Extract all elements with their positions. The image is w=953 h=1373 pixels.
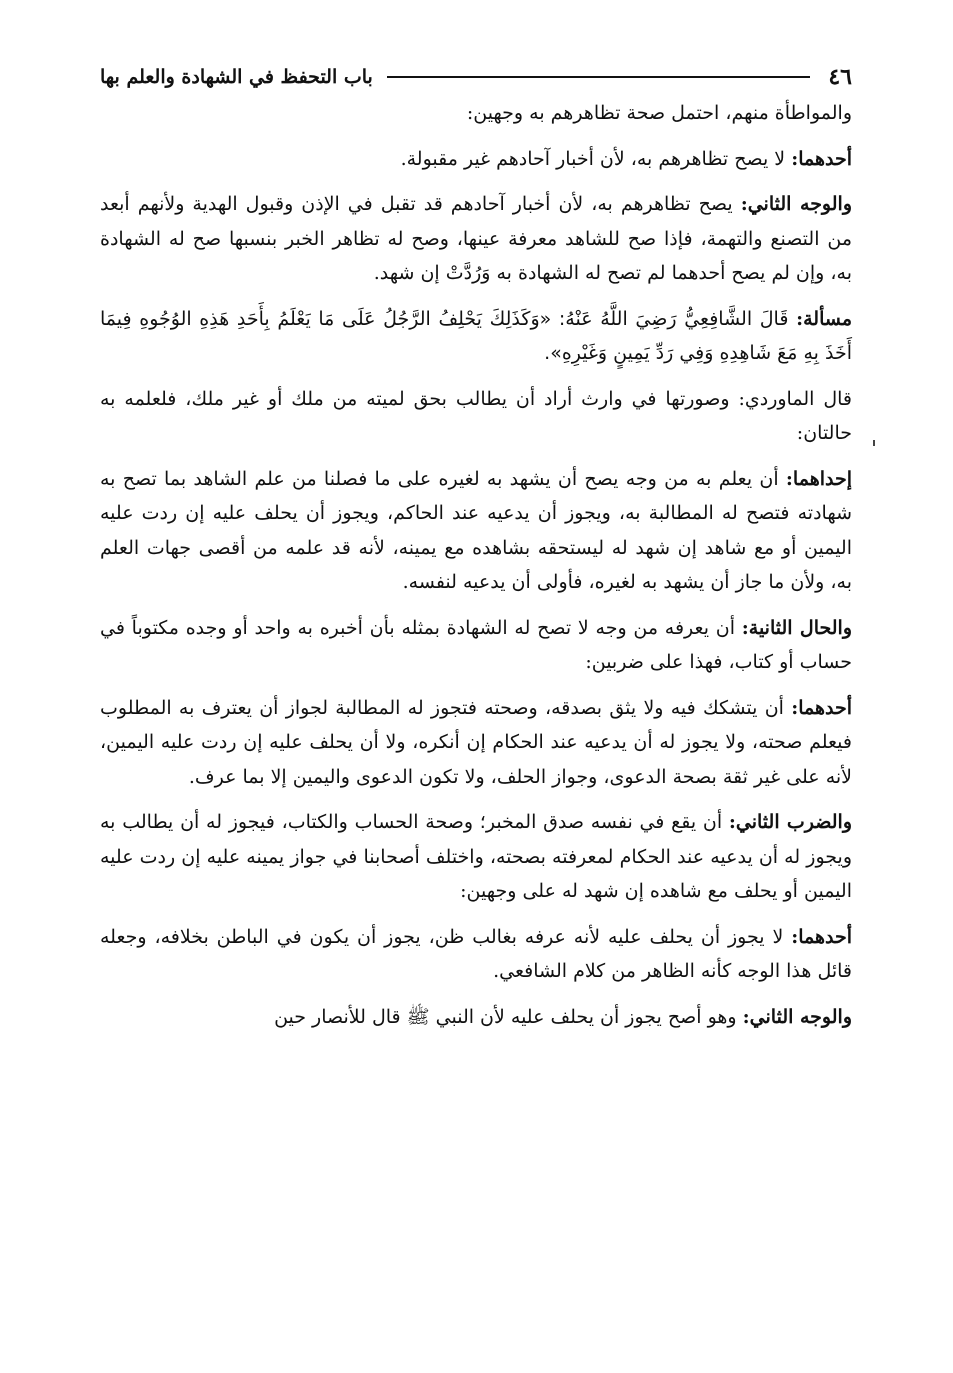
- paragraph: [100, 1000, 852, 1035]
- paragraph-text: [788, 308, 796, 330]
- paragraph-text: أن يعلم به من وجه يصح أن يشهد به لغيره على ما فصلنا من علم الشاهد بما تصح به شهادته فتصح له المطالبة به، ويجوز أن يدعيه عند الحاكم، ويجوز أن يحلف عليه إن ردت عليه اليمين أو مع شاهد إن شهد له ليستحقه بشاهده مع يمينه، لأنه قد علمه من أقصى جهات العلم به، ولأن ما جاز أن يشهد به لغيره، فأولى أن يدعيه لنفسه.: [100, 467, 852, 593]
- paragraph-lead: والوجه الثاني:: [742, 1005, 852, 1028]
- paragraph-text: لا يصح تظاهرهم به، لأن أخبار آحادهم غير مقبولة.: [400, 147, 792, 170]
- paragraph: [100, 691, 852, 795]
- paragraph-text: أن يعرفه من وجه لا تصح له الشهادة بمثله بأن أخبره به واحد أو وجده مكتوباً في حساب أو كتاب، فهذا على ضربين:: [100, 616, 852, 673]
- paragraph-text: وهو أصح يجوز أن يحلف عليه لأن النبي ﷺ قال للأنصار حين: [274, 1005, 743, 1028]
- paragraph: [100, 611, 852, 680]
- paragraph-text: أن يتشكك فيه ولا يثق بصدقه، وصحته فتجوز له المطالبة لجواز أن يعترف به المطلوب فيعلم صحته، ولا يجوز له أن يدعيه عند الحكام إن أنكره، ولا أن يحلف عليه إن ردت عليه اليمين، لأنه على غير ثقة بصحة الدعوى، وجواز الحلف، ولا تكون الدعوى واليمين إلا بما عرف.: [100, 696, 852, 788]
- paragraph: [100, 96, 852, 131]
- paragraph-text: أن يقع في نفسه صدق المخبر؛ وصحة الحساب والكتاب، فيجوز له أن يطالب به ويجوز له أن يدعيه عند الحكام لمعرفته بصحته، واختلف أصحابنا في جواز يمينه عليه إن ردت عليه اليمين أو يحلف مع شاهده إن شهد له على وجهين:: [100, 811, 852, 902]
- paragraph-lead: أحدهما:: [791, 925, 852, 948]
- paragraph-text: لا يجوز أن يحلف عليه لأنه عرفه بغالب ظن، يجوز أن يكون في الباطن بخلافه، وجعله قائل هذا الوجه كأنه الظاهر من كلام الشافعي.: [100, 925, 852, 982]
- running-title: باب التحفظ في الشهادة والعلم بها: [100, 66, 373, 88]
- page-header: [100, 62, 852, 92]
- paragraph-lead: والحال الثانية:: [741, 616, 852, 639]
- header-rule: [387, 76, 811, 78]
- paragraph-text: يصح تظاهرهم به، لأن أخبار آحادهم قد تقبل في الإذن وقبول الهدية ولأنهم أبعد من التصنع والتهمة، فإذا صح للشاهد معرفة عينها، وصح له تظاهر الخبر بنسبها صح له الشهادة به، وإن لم يصح أحدهما لم تصح له الشهادة به وَرُدَّتْ إن شهد.: [100, 193, 852, 284]
- paragraph-lead: أحدهما:: [791, 147, 852, 170]
- paragraph: [100, 920, 852, 989]
- paragraph: [100, 462, 852, 600]
- paragraph-lead: مسألة:: [796, 307, 852, 330]
- paragraph-text: والمواطأة منهم، احتمل صحة تظاهرهم به وجهين:: [466, 102, 852, 124]
- paragraph-lead: والضرب الثاني:: [728, 811, 853, 833]
- paragraph: [100, 187, 852, 291]
- paragraph-text: قال الماوردي: وصورتها في وارث أراد أن يطالب بحق لميته من ملك أو غير ملك، فلعلمه به حالتان:: [100, 387, 852, 444]
- shafii-quote: قَالَ الشَّافِعِيُّ رَضِيَ اللَّهُ عَنْهُ: «وَكَذَلِكَ يَحْلِفُ الرَّجُلُ عَلَى مَا يَعْلَمُ بِأَحَدِ هَذِهِ الوُجُوهِ فِيمَا أَخَذَ بِهِ مَعَ شَاهِدِهِ وَفِي رَدِّ يَمِينٍ وَغَيْرِهِ».: [100, 307, 852, 364]
- margin-tick: [873, 440, 875, 446]
- paragraph-lead: والوجه الثاني:: [740, 193, 852, 215]
- paragraph-masala: [100, 302, 852, 371]
- paragraph: [100, 382, 852, 451]
- paragraph: [100, 142, 852, 177]
- paragraph-lead: أحدهما:: [791, 696, 852, 719]
- page-number: ٤٦: [828, 64, 852, 90]
- paragraph: [100, 805, 852, 909]
- book-page: [100, 62, 852, 1045]
- paragraph-lead: إحداهما:: [785, 467, 852, 490]
